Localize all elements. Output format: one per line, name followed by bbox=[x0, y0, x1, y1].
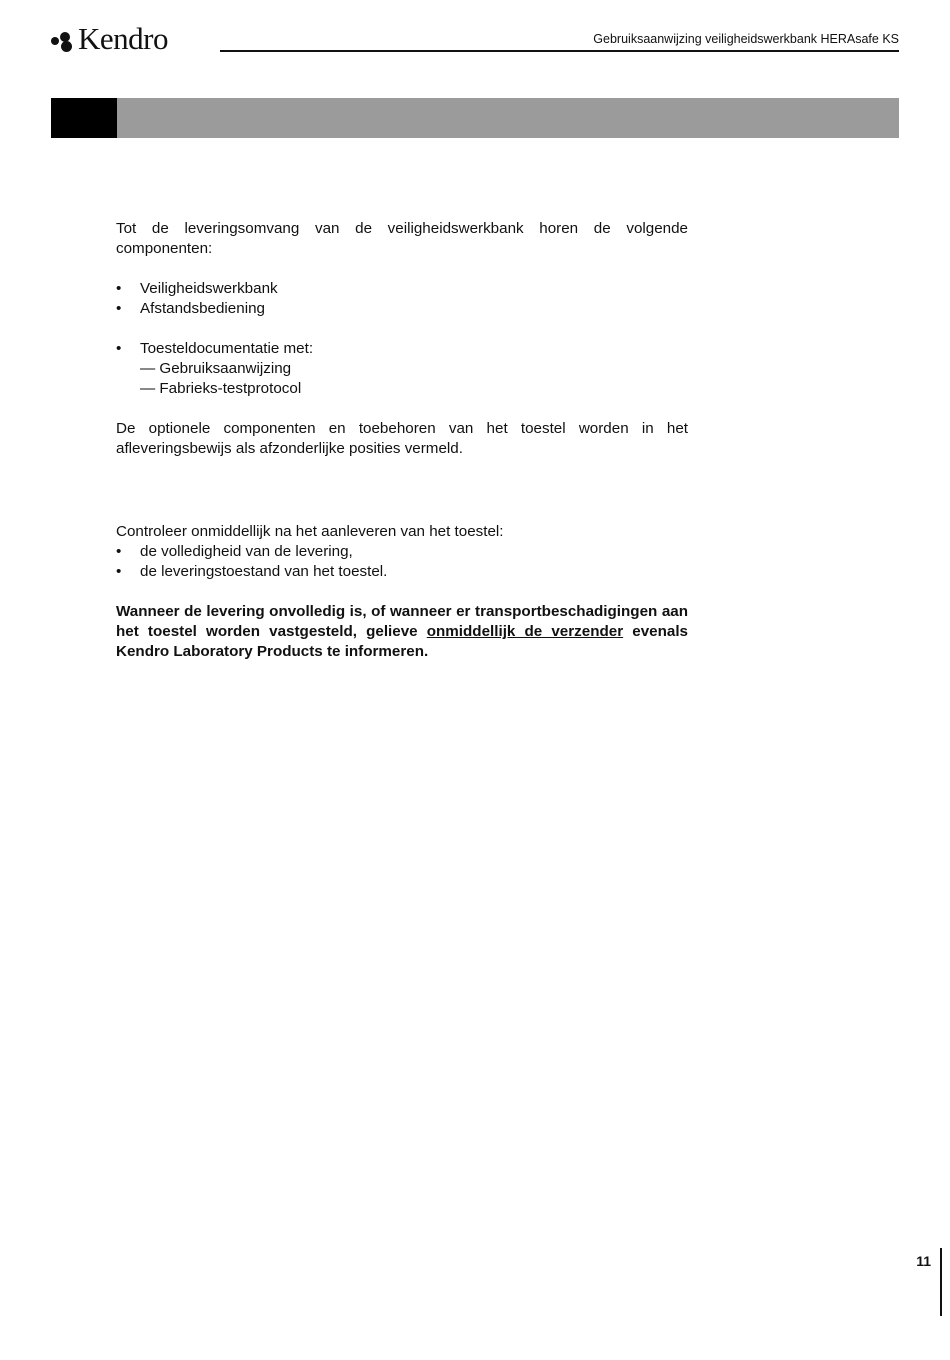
section-number-block bbox=[51, 98, 117, 138]
document-title: Gebruiksaanwijzing veiligheidswerkbank HERAsafe KS bbox=[593, 32, 899, 46]
list-subitem: — Gebruiksaanwijzing bbox=[140, 360, 292, 377]
header-divider bbox=[220, 50, 899, 52]
logo-dots-icon bbox=[51, 24, 77, 52]
list-item: • de volledigheid van de levering, bbox=[116, 542, 688, 562]
page-number: 11 bbox=[916, 1253, 931, 1269]
warning-text: Wanneer de levering onvolledig is, of wanneer er transportbeschadigingen aan het toestel worden vastgesteld, gelieve bbox=[116, 603, 688, 640]
page-number-rule bbox=[940, 1248, 942, 1316]
section-heading-bar bbox=[51, 98, 899, 138]
inspection-list bbox=[116, 542, 688, 582]
delivery-warning bbox=[116, 602, 688, 662]
list-item: • Veiligheidswerkbank bbox=[116, 279, 688, 299]
scope-list bbox=[116, 279, 688, 319]
main-content bbox=[116, 219, 688, 662]
scope-intro: Tot de leveringsomvang van de veiligheidswerkbank horen de volgende componenten: bbox=[116, 220, 688, 257]
list-subitem: — Fabrieks-testprotocol bbox=[140, 380, 302, 397]
warning-text-end: evenals Kendro Laboratory Products te informeren. bbox=[116, 623, 688, 660]
logo-wordmark: Kendro bbox=[78, 20, 168, 56]
optional-components-note: De optionele componenten en toebehoren van het toestel worden in het afleveringsbewijs als afzonderlijke posities vermeld. bbox=[116, 420, 688, 457]
list-item: • Afstandsbediening bbox=[116, 299, 688, 319]
documentation-list bbox=[116, 339, 688, 399]
warning-emphasis: onmiddellijk de verzender bbox=[426, 623, 624, 640]
kendro-logo bbox=[51, 22, 168, 54]
inspection-intro: Controleer onmiddellijk na het aanleveren van het toestel: bbox=[116, 523, 504, 540]
list-item: • Toesteldocumentatie met: bbox=[116, 339, 688, 359]
list-item: • de leveringstoestand van het toestel. bbox=[116, 562, 688, 582]
